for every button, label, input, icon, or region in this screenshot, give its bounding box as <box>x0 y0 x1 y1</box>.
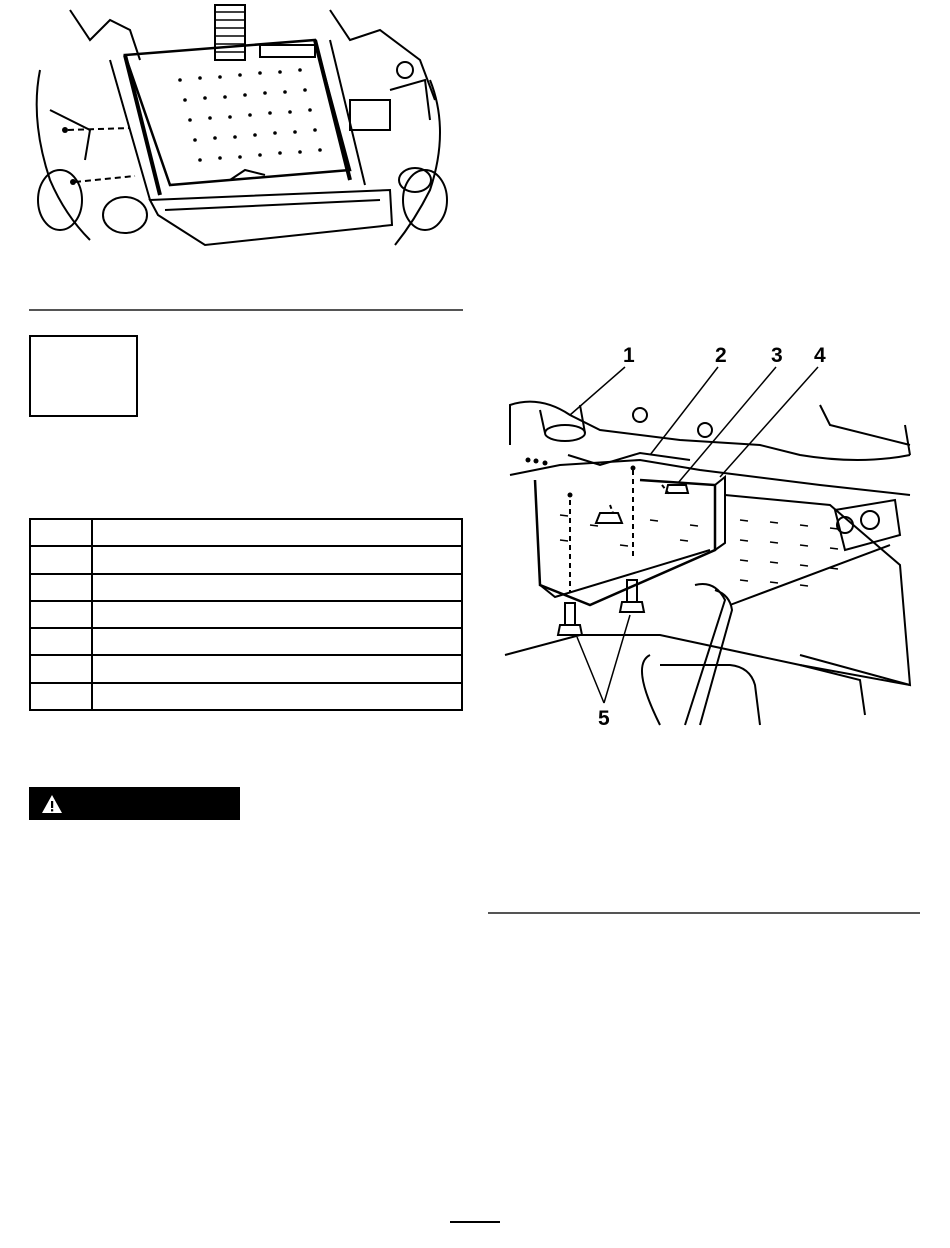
table-row <box>30 574 462 601</box>
table-row <box>30 628 462 655</box>
table-row <box>30 683 462 710</box>
warning-triangle-icon <box>41 794 63 814</box>
table-cell <box>30 601 92 628</box>
table-row <box>30 601 462 628</box>
table-cell <box>92 683 462 710</box>
table-row <box>30 655 462 682</box>
table-cell <box>30 546 92 573</box>
table-cell <box>30 628 92 655</box>
section-divider-left <box>29 309 463 311</box>
section-divider-right <box>488 912 920 914</box>
table-cell <box>30 683 92 710</box>
callout-3: 3 <box>771 344 783 367</box>
table-cell <box>30 574 92 601</box>
table-row <box>30 546 462 573</box>
callout-4: 4 <box>814 344 826 367</box>
procedure-box <box>29 335 138 417</box>
table-cell <box>30 519 92 546</box>
table-row <box>30 519 462 546</box>
warning-banner <box>29 787 240 820</box>
table-cell <box>92 655 462 682</box>
figure-bracket-install <box>500 335 920 730</box>
table-cell <box>92 574 462 601</box>
callout-1: 1 <box>623 344 635 367</box>
table-cell <box>92 601 462 628</box>
table-cell <box>30 655 92 682</box>
table-cell <box>92 519 462 546</box>
parts-table <box>29 518 463 711</box>
table-cell <box>92 546 462 573</box>
footer-rule <box>450 1221 500 1223</box>
callout-2: 2 <box>715 344 727 367</box>
table-cell <box>92 628 462 655</box>
callout-5: 5 <box>598 707 610 730</box>
figure-mower-platform <box>30 0 450 258</box>
